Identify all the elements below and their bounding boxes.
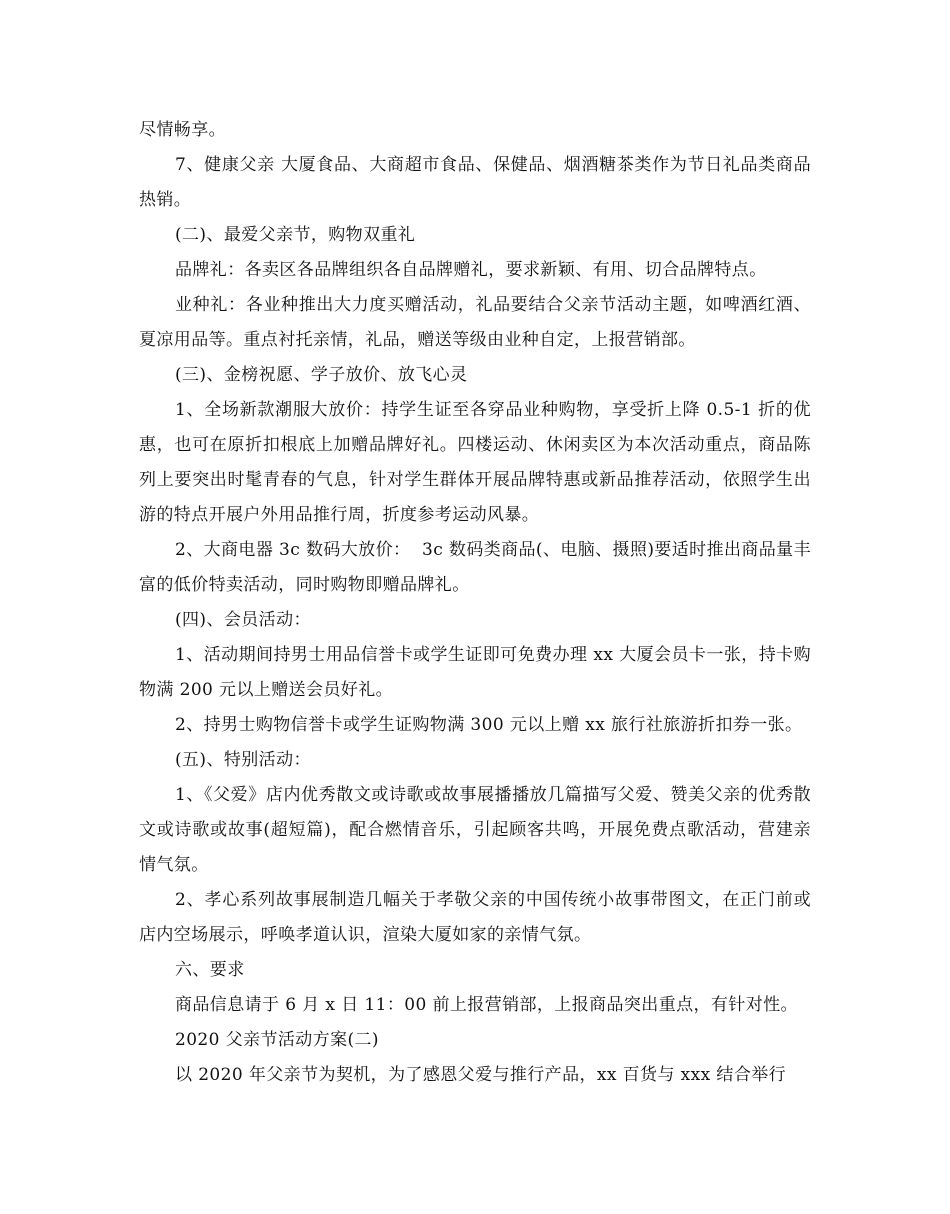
section-heading-2: (二)、最爱父亲节，购物双重礼 — [175, 225, 416, 245]
section-heading-3: (三)、金榜祝愿、学子放价、放飞心灵 — [175, 365, 468, 385]
document-body — [139, 113, 811, 1093]
paragraph-3: 品牌礼：各卖区各品牌组织各自品牌赠礼，要求新颖、有用、切合品牌特点。 — [175, 260, 767, 280]
section-heading-6: 六、要求 — [175, 960, 245, 980]
paragraph-6: 2、大商电器 3c 数码大放价： 3c 数码类商品(、电脑、摄照)要适时推出商品量丰富的低价特卖活动，同时购物即赠品牌礼。 — [139, 540, 811, 595]
paragraph-5: 1、全场新款潮服大放价：持学生证至各穿品业种购物，享受折上降 0.5-1 折的优惠，也可在原折扣根底上加赠品牌好礼。四楼运动、休闲卖区为本次活动重点，商品陈列上要突出时髦青春的气息，针对学生群体开展品牌特惠或新品推荐活动，依照学生出游的特点开展户外用品推行周，折度参考运动风暴。 — [139, 400, 811, 525]
document-subtitle: 2020 父亲节活动方案(二) — [175, 1030, 379, 1050]
section-heading-4: (四)、会员活动： — [175, 610, 311, 630]
paragraph-12: 以 2020 年父亲节为契机，为了感恩父爱与推行产品，xx 百货与 xxx 结合举行 — [175, 1065, 787, 1085]
section-heading-5: (五)、特别活动： — [175, 750, 311, 770]
paragraph-4: 业种礼：各业种推出大力度买赠活动，礼品要结合父亲节活动主题，如啤酒红酒、夏凉用品等。重点衬托亲情，礼品，赠送等级由业种自定，上报营销部。 — [139, 295, 811, 350]
paragraph-8: 2、持男士购物信誉卡或学生证购物满 300 元以上赠 xx 旅行社旅游折扣券一张。 — [175, 715, 803, 735]
paragraph-1: 尽情畅享。 — [139, 120, 226, 140]
paragraph-10: 2、孝心系列故事展制造几幅关于孝敬父亲的中国传统小故事带图文，在正门前或店内空场展示，呼唤孝道认识，渲染大厦如家的亲情气氛。 — [139, 890, 811, 945]
paragraph-7: 1、活动期间持男士用品信誉卡或学生证即可免费办理 xx 大厦会员卡一张，持卡购物满 200 元以上赠送会员好礼。 — [139, 645, 811, 700]
paragraph-11: 商品信息请于 6 月 x 日 11：00 前上报营销部，上报商品突出重点，有针对性。 — [175, 995, 798, 1015]
paragraph-9: 1、《父爱》店内优秀散文或诗歌或故事展播播放几篇描写父爱、赞美父亲的优秀散文或诗歌或故事(超短篇)，配合燃情音乐，引起顾客共鸣，开展免费点歌活动，营建亲情气氛。 — [139, 785, 811, 875]
paragraph-2: 7、健康父亲 大厦食品、大商超市食品、保健品、烟酒糖茶类作为节日礼品类商品热销。 — [139, 155, 811, 210]
